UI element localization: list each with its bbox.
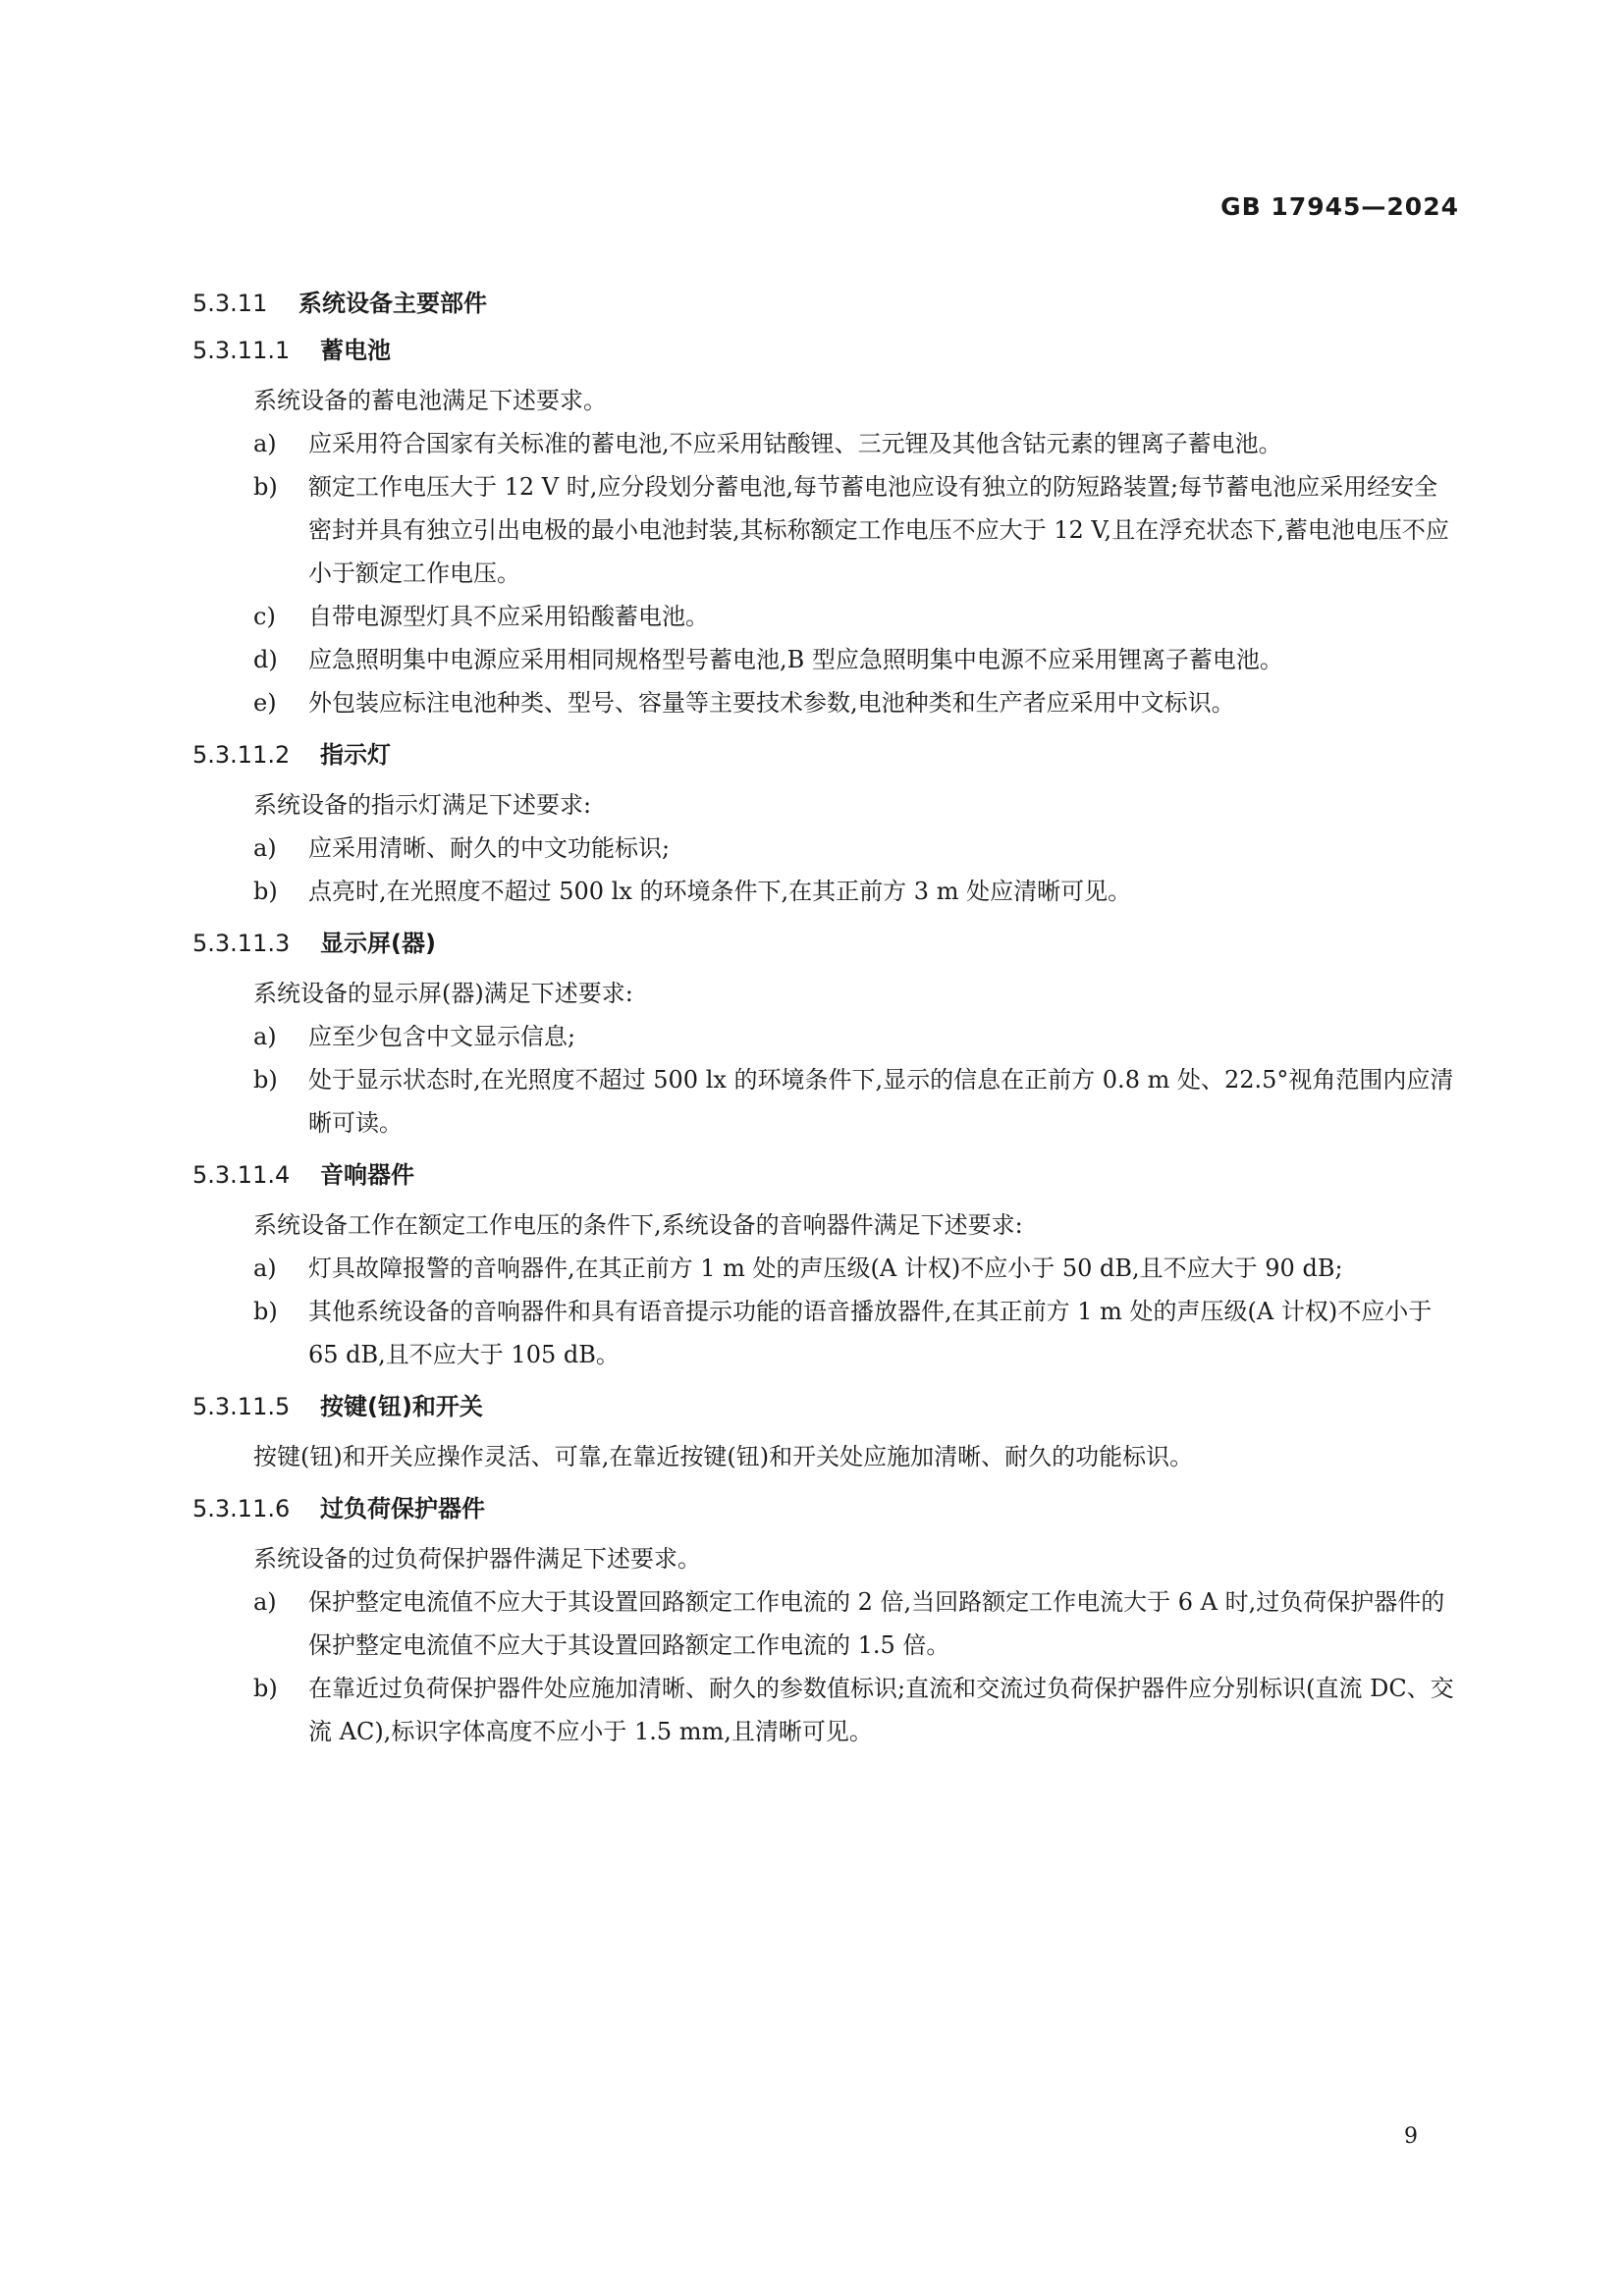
list-item	[192, 638, 1459, 681]
section-heading	[192, 287, 1459, 320]
subsection-title: 蓄电池	[320, 337, 391, 364]
section-number: 5.3.11	[192, 290, 268, 317]
subsection-number: 5.3.11.5	[192, 1393, 291, 1420]
list-item	[192, 1667, 1459, 1753]
list-item	[192, 1015, 1459, 1058]
list-marker: c)	[253, 603, 276, 630]
subsection-heading-indicator	[192, 738, 1459, 772]
list-item	[192, 1580, 1459, 1667]
subsection-title: 过负荷保护器件	[320, 1495, 485, 1522]
list-marker: a)	[253, 430, 277, 457]
subsection-intro: 系统设备的过负荷保护器件满足下述要求。	[253, 1545, 701, 1573]
list-item	[192, 1290, 1459, 1376]
list-item-text: 外包装应标注电池种类、型号、容量等主要技术参数,电池种类和生产者应采用中文标识。	[308, 689, 1235, 717]
subsection-number: 5.3.11.6	[192, 1495, 291, 1522]
list-marker: b)	[253, 1675, 278, 1702]
subsection-heading-audio	[192, 1158, 1459, 1192]
list-item	[192, 681, 1459, 724]
list-marker: a)	[253, 1023, 277, 1050]
list-marker: b)	[253, 473, 278, 501]
list-item-text: 点亮时,在光照度不超过 500 lx 的环境条件下,在其正前方 3 m 处应清晰可见。	[308, 878, 1132, 905]
list-item-text: 在靠近过负荷保护器件处应施加清晰、耐久的参数值标识;直流和交流过负荷保护器件应分别标识(直流 DC、交流 AC),标识字体高度不应小于 1.5 mm,且清晰可见。	[308, 1675, 1454, 1745]
list-marker: b)	[253, 1298, 278, 1325]
document-body	[192, 287, 1459, 1753]
list-item	[192, 595, 1459, 638]
subsection-title: 指示灯	[320, 741, 391, 769]
list-item-text: 自带电源型灯具不应采用铅酸蓄电池。	[308, 603, 709, 630]
subsection-title: 音响器件	[320, 1161, 414, 1189]
subsection-number: 5.3.11.1	[192, 337, 291, 364]
list-marker: a)	[253, 834, 277, 862]
subsection-heading-overload	[192, 1492, 1459, 1525]
subsection-heading-switches	[192, 1390, 1459, 1423]
subsection-number: 5.3.11.2	[192, 741, 291, 769]
list-marker: d)	[253, 646, 278, 673]
list-marker: e)	[253, 689, 277, 717]
list-item	[192, 422, 1459, 465]
list-item	[192, 1247, 1459, 1290]
list-item-text: 应急照明集中电源应采用相同规格型号蓄电池,B 型应急照明集中电源不应采用锂离子蓄电池。	[308, 646, 1283, 673]
subsection-title: 显示屏(器)	[320, 930, 436, 957]
subsection-number: 5.3.11.4	[192, 1161, 291, 1189]
list-item-text: 应采用符合国家有关标准的蓄电池,不应采用钴酸锂、三元锂及其他含钴元素的锂离子蓄电池。	[308, 430, 1282, 457]
section-title: 系统设备主要部件	[298, 290, 487, 317]
list-item-text: 处于显示状态时,在光照度不超过 500 lx 的环境条件下,显示的信息在正前方 0.8 m 处、22.5°视角范围内应清晰可读。	[308, 1066, 1454, 1137]
list-item	[192, 827, 1459, 870]
list-item	[192, 870, 1459, 913]
list-item-text: 保护整定电流值不应大于其设置回路额定工作电流的 2 倍,当回路额定工作电流大于 6 A 时,过负荷保护器件的保护整定电流值不应大于其设置回路额定工作电流的 1.5 倍。	[308, 1588, 1445, 1659]
list-item-text: 灯具故障报警的音响器件,在其正前方 1 m 处的声压级(A 计权)不应小于 50 dB,且不应大于 90 dB;	[308, 1255, 1343, 1282]
subsection-intro: 按键(钮)和开关应操作灵活、可靠,在靠近按键(钮)和开关处应施加清晰、耐久的功能标识。	[253, 1443, 1194, 1470]
subsection-intro: 系统设备的指示灯满足下述要求:	[253, 791, 592, 819]
list-item-text: 应采用清晰、耐久的中文功能标识;	[308, 834, 671, 862]
list-item-text: 应至少包含中文显示信息;	[308, 1023, 576, 1050]
subsection-intro: 系统设备的显示屏(器)满足下述要求:	[253, 980, 633, 1007]
list-item-text: 其他系统设备的音响器件和具有语音提示功能的语音播放器件,在其正前方 1 m 处的声压级(A 计权)不应小于 65 dB,且不应大于 105 dB。	[308, 1298, 1433, 1368]
subsection-intro: 系统设备的蓄电池满足下述要求。	[253, 387, 607, 414]
subsection-number: 5.3.11.3	[192, 930, 291, 957]
document-code: GB 17945—2024	[1220, 192, 1459, 221]
list-item	[192, 1058, 1459, 1145]
list-marker: a)	[253, 1255, 277, 1282]
subsection-heading-battery	[192, 334, 1459, 367]
list-marker: a)	[253, 1588, 277, 1616]
list-item	[192, 465, 1459, 595]
list-marker: b)	[253, 878, 278, 905]
list-marker: b)	[253, 1066, 278, 1094]
list-item-text: 额定工作电压大于 12 V 时,应分段划分蓄电池,每节蓄电池应设有独立的防短路装置;每节蓄电池应采用经安全密封并具有独立引出电极的最小电池封装,其标称额定工作电压不应大于 12 V,且在浮充状态下,蓄电池电压不应小于额定工作电压。	[308, 473, 1449, 587]
subsection-title: 按键(钮)和开关	[320, 1393, 483, 1420]
page-number: 9	[1404, 2124, 1418, 2149]
subsection-heading-display	[192, 927, 1459, 960]
subsection-intro: 系统设备工作在额定工作电压的条件下,系统设备的音响器件满足下述要求:	[253, 1211, 1023, 1239]
